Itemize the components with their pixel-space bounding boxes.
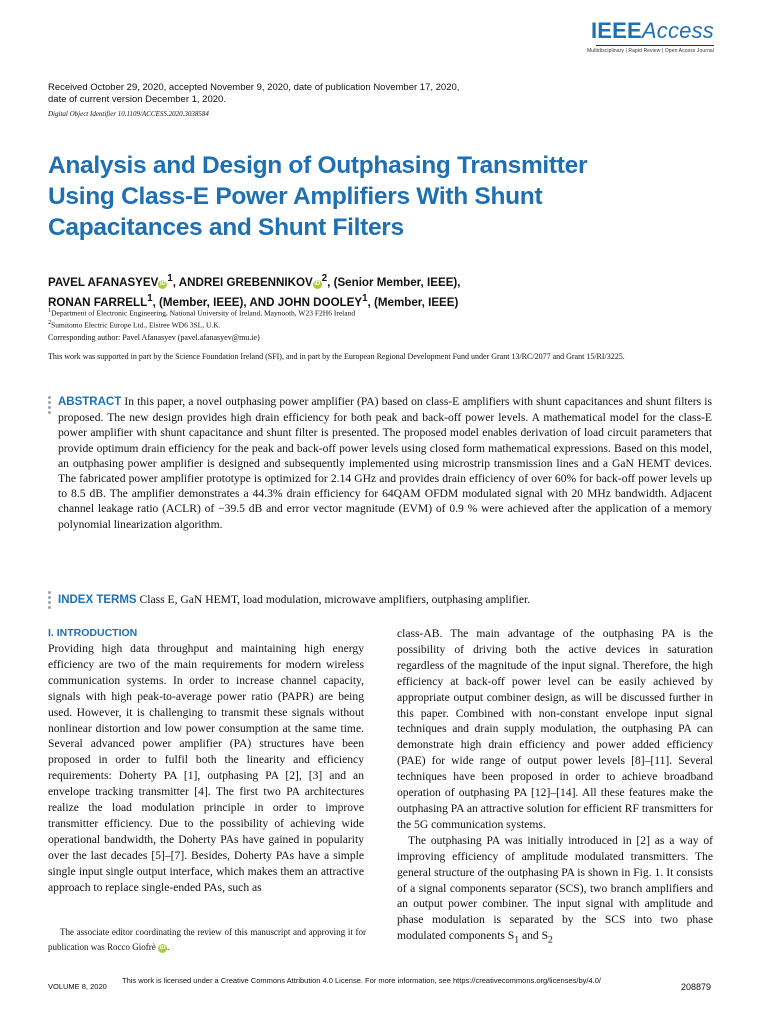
affiliation-number: 2 — [48, 319, 52, 326]
author-role: , (Member, IEEE) — [367, 295, 459, 309]
orcid-icon[interactable]: iD — [159, 945, 166, 951]
volume-label: VOLUME 8, 2020 — [48, 982, 107, 991]
paragraph: Providing high data throughput and maintaining high energy efficiency are two of the main requirements for modern wireless communication systems. In order to increase channel capacity, signals with high peak-to-average power ratio (PAPR) are being used. However, it is challenging to transmit these signals without nonlinear distortion and low power consumption at the same time. Several advanced power amplifier (PA) structures have been proposed in order to fulfil both the linearity and efficiency requirements: Doherty PA [1], outphasing PA [2], [3] and an envelope tracking transmitter [4]. The first two PA architectures realize the load modulation principle in order to improve transmitter efficiency. Due to the possibility of achieving wide operational bandwidth, the Doherty PAs have gained in popularity over the last decades [5]–[7]. Besides, Doherty PAs have a simple single input single output interface, which makes them an attractive approach to replace single-ended PAs, such as — [48, 642, 364, 894]
dates-line-2: date of current version December 1, 2020. — [48, 94, 226, 105]
logo-rule — [596, 45, 714, 46]
orcid-icon[interactable]: iD — [159, 280, 166, 287]
journal-brand — [587, 20, 714, 42]
section-heading: I. INTRODUCTION — [48, 627, 138, 639]
orcid-icon[interactable]: iD — [314, 280, 321, 287]
index-terms — [58, 593, 718, 606]
affiliation-text: Department of Electronic Engineering, National University of Ireland, Maynooth, W23 F2H6 Ireland — [51, 308, 356, 318]
doi: Digital Object Identifier 10.1109/ACCESS.2020.3038584 — [48, 110, 209, 118]
author-role: , (Senior Member, IEEE), — [327, 275, 461, 289]
brand-ieee: IEEE — [590, 18, 642, 43]
title-line-2: Using Class-E Power Amplifiers With Shunt — [48, 183, 543, 210]
affiliation-number: 1 — [48, 307, 52, 314]
body-column-1 — [48, 626, 364, 896]
abstract — [58, 394, 712, 532]
dates-line-1: Received October 29, 2020, accepted November 9, 2020, date of publication November 17, 2020, — [48, 82, 460, 93]
index-terms-label: INDEX TERMS — [58, 594, 137, 606]
editor-footnote: The associate editor coordinating the review of this manuscript and approving it for publication was Rocco Giofrè iD . — [48, 927, 366, 952]
body-column-2 — [397, 626, 713, 948]
author-sup: 1 — [362, 292, 368, 304]
subscript: 1 — [514, 934, 520, 946]
abstract-dots-icon — [48, 396, 51, 416]
index-dots-icon — [48, 591, 51, 611]
author-dooley: , (Member, IEEE), AND JOHN DOOLEY — [152, 295, 363, 309]
brand-access: Access — [641, 18, 714, 43]
journal-logo — [587, 20, 714, 54]
subscript: 2 — [548, 934, 553, 946]
author-line-1 — [48, 271, 728, 291]
paper-title — [48, 150, 688, 243]
author-grebennikov: , ANDREI GREBENNIKOV — [172, 275, 313, 289]
affiliations — [48, 306, 355, 330]
affiliation-text: Sumitomo Electric Europe Ltd., Elstree WD6 3SL, U.K. — [51, 320, 221, 330]
paragraph-text: and S — [519, 929, 549, 943]
author-farrell: RONAN FARRELL — [48, 295, 148, 309]
abstract-label: ABSTRACT — [58, 396, 122, 408]
author-sup: 1 — [167, 273, 173, 284]
corresponding-author: Corresponding author: Pavel Afanasyev (pavel.afanasyev@mu.ie) — [48, 333, 260, 342]
affiliation-1 — [48, 306, 355, 318]
license-note: This work is licensed under a Creative Commons Attribution 4.0 License. For more information, see https://creativecommons.org/licenses/by/4.0/ — [122, 976, 601, 985]
paragraph: class-AB. The main advantage of the outphasing PA is the possibility of driving both the active devices in saturation regardless of the magnitude of the input signal. Therefore, the high efficiency at back-off power level can be easily achieved by appropriate output combiner design, as will be discussed further in this paper. Combined with non-constant envelope input signal techniques and drain supply modulation, the outphasing PA can demonstrate high drain efficiency and power added efficiency (PAE) for wide range of output power levels [8]–[11]. Several techniques have been proposed in order to achieve broadband operation of outphasing PA [12]–[14]. All these features make the outphasing PA an attractive solution for efficient RF transmitters for the 5G communication systems. — [397, 627, 713, 831]
paragraph — [397, 833, 713, 949]
affiliation-2 — [48, 318, 355, 330]
funding-note: This work was supported in part by the Science Foundation Ireland (SFI), and in part by the European Regional Development Fund under Grant 13/RC/2077 and Grant 15/RI/3225. — [48, 352, 625, 361]
index-terms-text: Class E, GaN HEMT, load modulation, microwave amplifiers, outphasing amplifier. — [139, 593, 531, 606]
paragraph-text: The outphasing PA was initially introduced in [2] as a way of improving efficiency of amplitude modulated transmitters. The general structure of the outphasing PA is shown in Fig. 1. It consists of a signal components separator (SCS), two branch amplifiers and an output power combiner. The input signal with amplitude and phase modulation is separated by the SCS into two phase modulated components S — [397, 833, 713, 943]
publication-dates — [48, 82, 459, 106]
title-line-3: Capacitances and Shunt Filters — [48, 214, 404, 241]
author-list — [48, 271, 728, 311]
author-afanasyev: PAVEL AFANASYEV — [48, 275, 159, 289]
abstract-text: In this paper, a novel outphasing power amplifier (PA) based on class-E amplifiers with shunt capacitances and shunt filters is proposed. The new design provides high drain efficiency for both peak and back-off power levels. A mathematical model for the class-E power amplifier with shunt capacitance and shunt filter is presented. The proposed model enables derivation of load circuit parameters that provide optimum drain efficiency for the peak and back-off power levels using closed form mathematical expressions. Based on this model, an outphasing power amplifier is designed and subsequently implemented using microstrip transmission lines and a GaN HEMT devices. The fabricated power amplifier prototype is optimized for 2.14 GHz and provides drain efficiency of over 60% for back-off power levels up to 8.5 dB. The amplifier demonstrates a 44.3% drain efficiency for 64QAM OFDM modulated signal with 20 MHz bandwidth. Adjacent channel leakage ratio (ACLR) of −39.5 dB and error vector magnitude (EVM) of 0.9 % were achieved after the application of a memory polynomial linearization algorithm. — [58, 395, 712, 531]
title-line-1: Analysis and Design of Outphasing Transmitter — [48, 152, 588, 179]
page-number: 208879 — [681, 982, 712, 992]
author-sup: 1 — [147, 292, 153, 304]
author-sup: 2 — [321, 273, 328, 284]
journal-tagline: Multidisciplinary | Rapid Review | Open Access Journal — [587, 48, 714, 54]
footnote-text: The associate editor coordinating the review of this manuscript and approving it for publication was Rocco Giofrè — [48, 927, 366, 952]
